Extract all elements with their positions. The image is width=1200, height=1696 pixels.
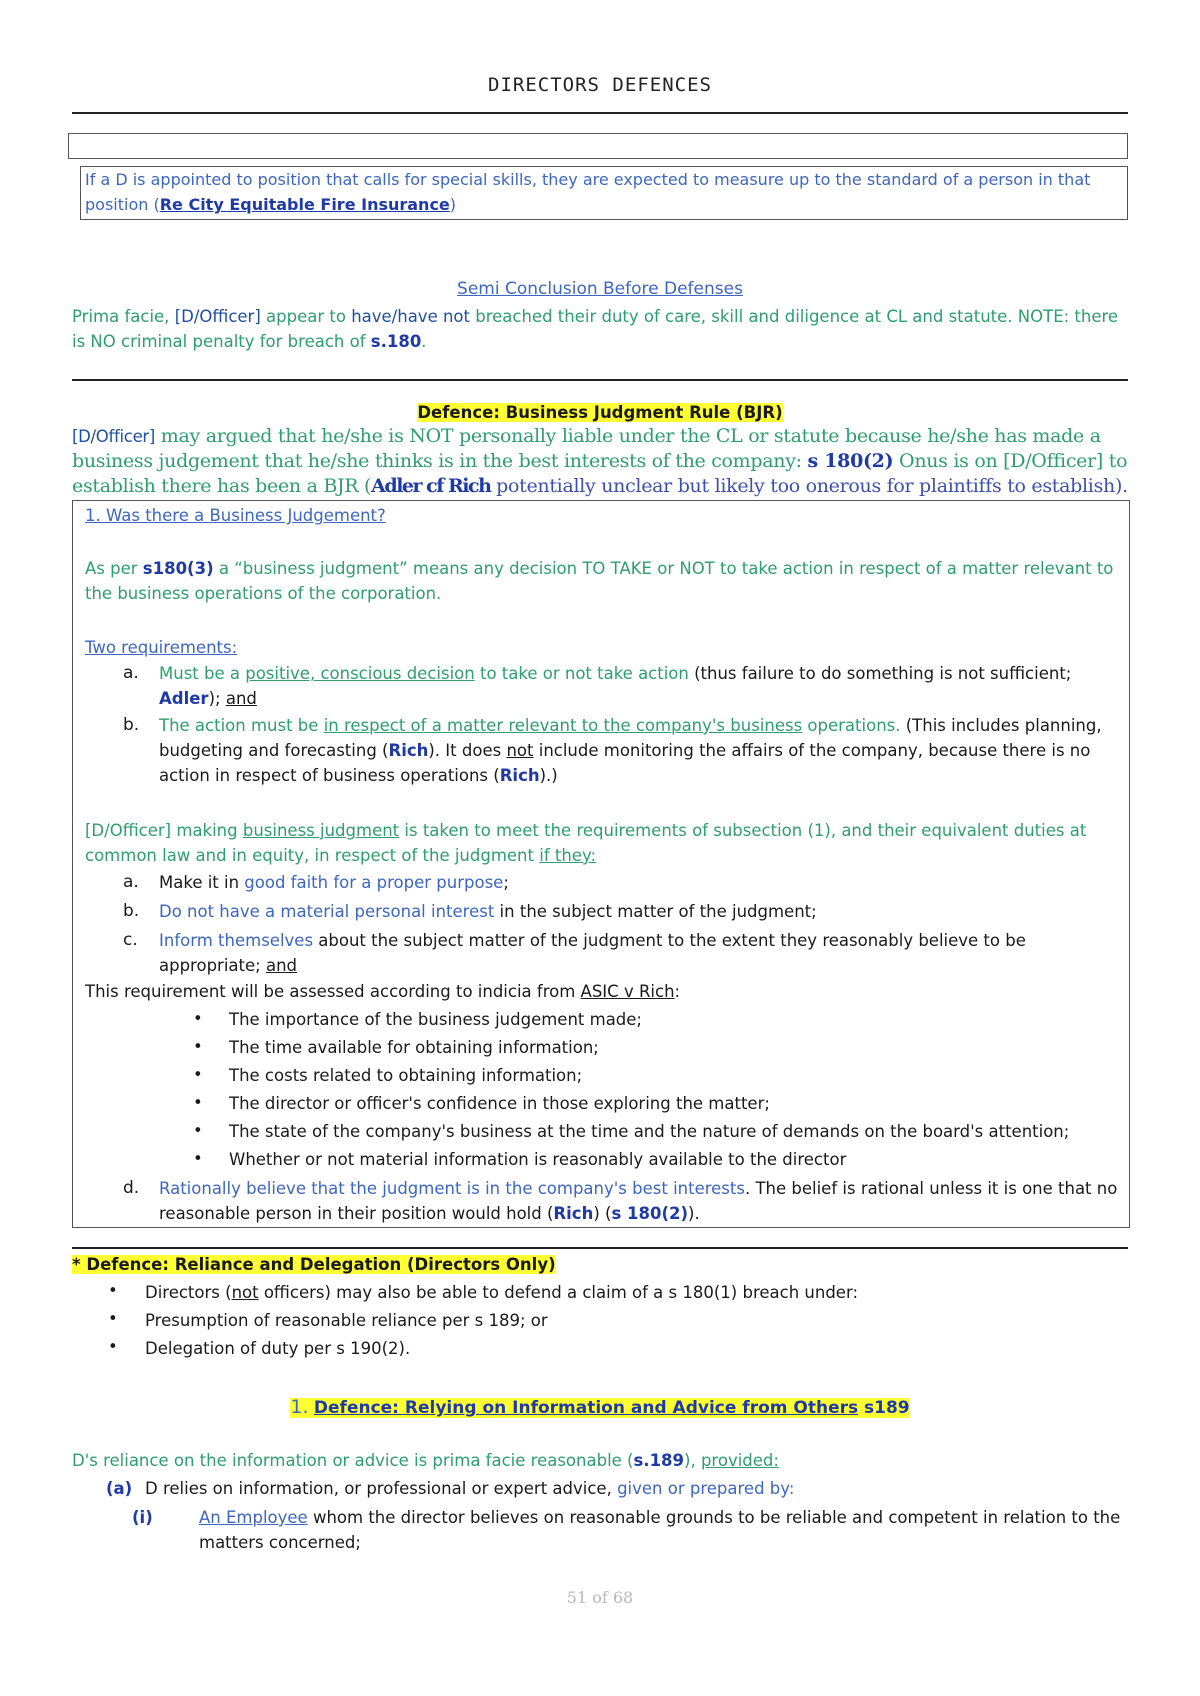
reliance-a-marker: (a) <box>106 1479 133 1498</box>
reliance-bullet: • <box>108 1309 118 1328</box>
bjr-intro: [D/Officer] may argued that he/she is NOT personally liable under the CL or statute because he/she has made a business judgement that he/she thinks is in the best interests of the company: s 180(2) Onus is on [D/Officer] to establish there has been a BJR (Adler cf Rich potentially unclear but likely too onerous for plaintiffs to establish). <box>72 425 1128 497</box>
indicia-bullet: • <box>193 1065 203 1084</box>
cond-b-marker: b. <box>123 901 140 921</box>
cond-d-text: Rationally believe that the judgment is in the company's best interests. The belief is rational unless it is one that no reasonable person in their position would hold (Rich) (s 180(2)). <box>159 1179 1118 1223</box>
bjr-definition: As per s180(3) a “business judgment” means any decision TO TAKE or NOT to take action in respect of a matter relevant to the business operations of the corporation. <box>85 559 1114 603</box>
reliance-item-1: Directors (not officers) may also be able to defend a claim of a s 180(1) breach under: <box>145 1283 859 1302</box>
bjr-heading-wrap <box>72 400 1128 425</box>
section-rule-1 <box>72 379 1128 381</box>
indicia-bullet: • <box>193 1009 203 1028</box>
section-rule-2 <box>72 1247 1128 1249</box>
cond-a-text: Make it in good faith for a proper purpose; <box>159 873 509 892</box>
indicia-bullet: • <box>193 1037 203 1056</box>
bjr-heading: Defence: Business Judgment Rule (BJR) <box>417 403 783 422</box>
reliance-heading-wrap <box>72 1252 556 1277</box>
indicia-item: The costs related to obtaining information; <box>229 1066 583 1085</box>
relying-heading: Defence: Relying on Information and Advice from Others <box>313 1398 859 1418</box>
two-requirements-label: Two requirements: <box>85 638 238 657</box>
reliance-prima-facie: D's reliance on the information or advice is prima facie reasonable (s.189), provided: <box>72 1451 779 1470</box>
reliance-a-text: D relies on information, or professional or expert advice, given or prepared by: <box>145 1479 795 1498</box>
indicia-item: The state of the company's business at the time and the nature of demands on the board's attention; <box>229 1122 1070 1141</box>
bjr-box <box>72 500 1130 1228</box>
indicia-item: The time available for obtaining information; <box>229 1038 599 1057</box>
semi-conclusion-heading: Semi Conclusion Before Defenses <box>457 279 743 299</box>
reliance-item-3: Delegation of duty per s 190(2). <box>145 1339 411 1358</box>
reliance-bullet: • <box>108 1281 118 1300</box>
header-rule <box>72 112 1128 114</box>
case-citation: Re City Equitable Fire Insurance <box>159 195 450 214</box>
semi-conclusion-paragraph: Prima facie, [D/Officer] appear to have/have not breached their duty of care, skill and diligence at CL and statute. NOTE: there is NO criminal penalty for breach of s.180. <box>72 307 1119 351</box>
reliance-bullet: • <box>108 1337 118 1356</box>
indicia-bullet: • <box>193 1093 203 1112</box>
reliance-i-marker: (i) <box>132 1508 153 1527</box>
cond-b-text: Do not have a material personal interest in the subject matter of the judgment; <box>159 902 817 921</box>
special-skills-box <box>80 166 1128 220</box>
req-b-marker: b. <box>123 715 140 735</box>
indicia-bullet: • <box>193 1121 203 1140</box>
cond-c-marker: c. <box>123 930 138 950</box>
indicia-item: Whether or not material information is reasonably available to the director <box>229 1150 847 1169</box>
req-b-text: The action must be in respect of a matter relevant to the company's business operations. (This includes planning, budgeting and forecasting (Rich). It does not include monitoring the affairs of the company, because there is no action in respect of business operations (Rich).) <box>159 716 1102 785</box>
bjr-question-1: 1. Was there a Business Judgement? <box>85 506 386 525</box>
relying-heading-wrap: 1. Defence: Relying on Information and Advice from Others s189 <box>290 1396 910 1418</box>
page-header-title: DIRECTORS DEFENCES <box>488 74 712 96</box>
cond-d-marker: d. <box>123 1178 140 1198</box>
relying-heading-number: 1. <box>290 1396 309 1418</box>
cond-c-text: Inform themselves about the subject matter of the judgment to the extent they reasonably believe to be appropriate; and <box>159 931 1026 975</box>
indicia-item: The importance of the business judgement made; <box>229 1010 642 1029</box>
reliance-i-text: An Employee whom the director believes on reasonable grounds to be reliable and competent in relation to the matters concerned; <box>199 1508 1121 1552</box>
special-skills-text: If a D is appointed to position that calls for special skills, they are expected to measure up to the standard of a person in that position (Re City Equitable Fire Insurance) <box>85 170 1091 214</box>
reliance-item-2: Presumption of reasonable reliance per s 189; or <box>145 1311 548 1330</box>
reliance-heading: * Defence: Reliance and Delegation (Directors Only) <box>72 1255 556 1274</box>
empty-box <box>68 133 1128 159</box>
req-a-text: Must be a positive, conscious decision to take or not take action (thus failure to do something is not sufficient; Adler); and <box>159 664 1072 708</box>
indicia-item: The director or officer's confidence in those exploring the matter; <box>229 1094 770 1113</box>
indicia-bullet: • <box>193 1149 203 1168</box>
page-number: 51 of 68 <box>566 1588 634 1607</box>
business-judgment-conditions: [D/Officer] making business judgment is taken to meet the requirements of subsection (1), and their equivalent duties at common law and in equity, in respect of the judgment if they: <box>85 821 1087 865</box>
indicia-intro: This requirement will be assessed according to indicia from ASIC v Rich: <box>85 982 681 1001</box>
req-a-marker: a. <box>123 663 139 683</box>
cond-a-marker: a. <box>123 872 139 892</box>
